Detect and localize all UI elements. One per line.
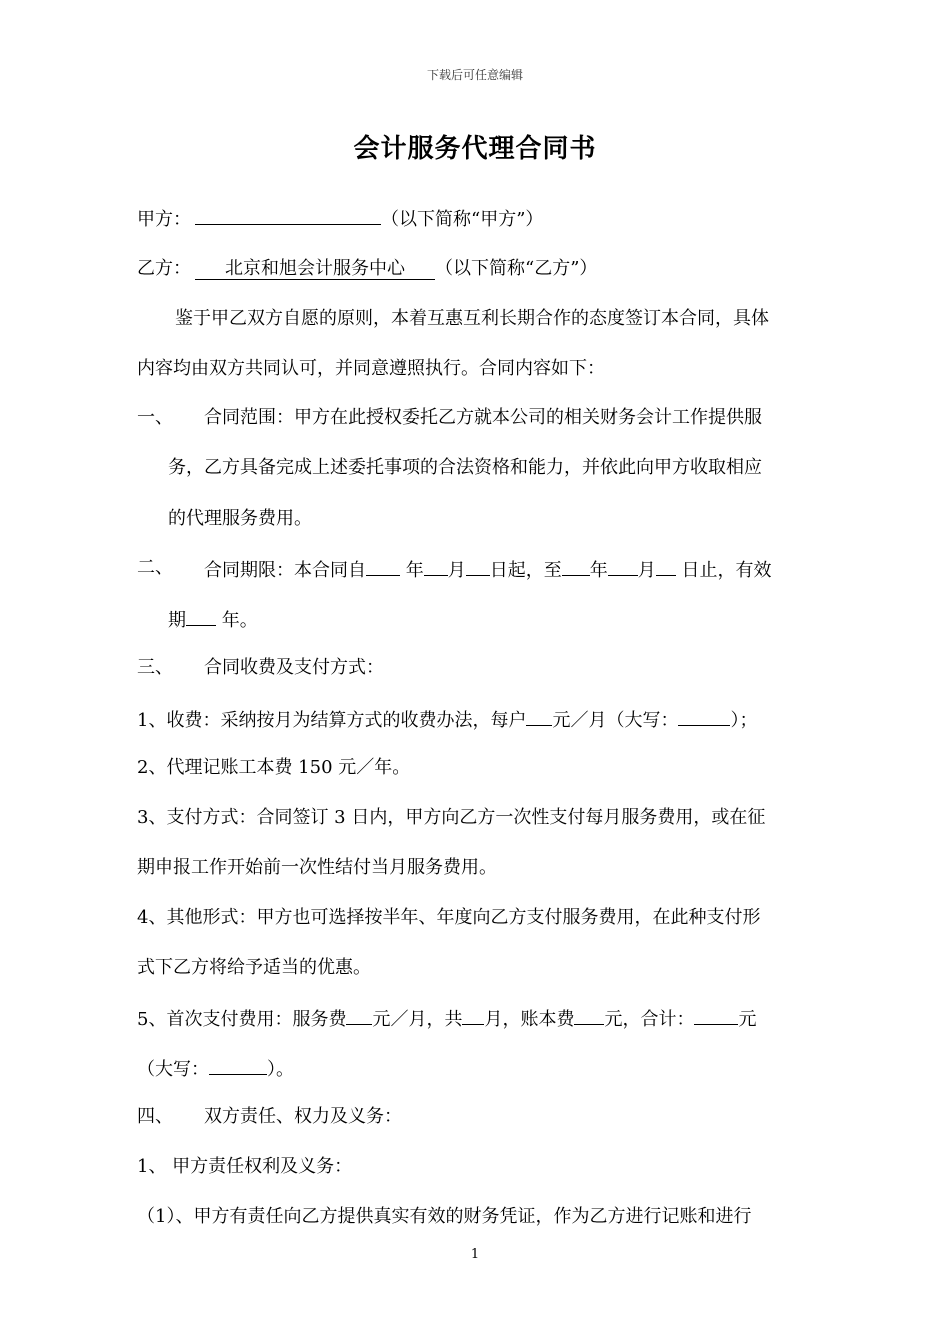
section-1-line-3: 的代理服务费用。 <box>168 508 312 529</box>
header-note: 下载后可任意编辑 <box>426 68 523 82</box>
term-end-label: 日止，有效 <box>681 560 772 581</box>
section-4-1-1: （1）、甲方有责任向乙方提供真实有效的财务凭证，作为乙方进行记账和进行 <box>137 1206 752 1227</box>
end-month-blank <box>608 555 638 576</box>
start-year-blank <box>366 555 400 576</box>
fee-1-close: ）； <box>730 710 758 731</box>
section-4-number: 四、 <box>137 1106 173 1127</box>
party-a-suffix: （以下简称“甲方”） <box>381 209 544 230</box>
book-fee-blank <box>574 1004 604 1025</box>
fee-item-2: 2、代理记账工本费 150 元／年。 <box>137 757 411 778</box>
intro-line-2: 内容均由双方共同认可，并同意遵照执行。合同内容如下： <box>137 358 605 379</box>
party-b-label: 乙方： <box>137 258 191 279</box>
section-1-line-2: 务，乙方具备完成上述委托事项的合法资格和能力，并依此向甲方收取相应 <box>168 457 762 478</box>
party-a-line <box>137 204 543 233</box>
monthly-fee-blank <box>526 705 552 726</box>
fee-1-unit: 元／月（大写： <box>552 710 679 731</box>
section-3-title: 合同收费及支付方式： <box>204 657 384 678</box>
fee-item-5-line-2 <box>137 1054 294 1083</box>
fee-item-3-line-1: 3、支付方式：合同签订 3 日内，甲方向乙方一次性支付每月服务费用，或在征 <box>137 807 766 828</box>
fee-item-4-line-2: 式下乙方将给予适当的优惠。 <box>137 957 371 978</box>
section-1-number: 一、 <box>137 407 173 428</box>
intro-line-1: 鉴于甲乙双方自愿的原则，本着互惠互利长期合作的态度签订本合同，具体 <box>175 308 769 329</box>
yuan-label: 元 <box>738 1009 757 1030</box>
monthly-fee-words-blank <box>678 705 730 726</box>
end-day-blank <box>656 555 676 576</box>
party-b-suffix: （以下简称“乙方”） <box>435 258 598 279</box>
section-2-line-1 <box>204 555 771 584</box>
fee-item-1 <box>137 705 757 734</box>
party-a-label: 甲方： <box>137 209 191 230</box>
amount-words-blank <box>209 1054 267 1075</box>
end-year-blank <box>562 555 590 576</box>
section-4-1: 1、 甲方责任权利及义务： <box>137 1156 353 1177</box>
book-fee-label: 月，账本费 <box>484 1009 575 1030</box>
party-a-blank <box>195 204 381 225</box>
fee-item-5-line-1 <box>137 1004 756 1033</box>
fee-item-3-line-2: 期申报工作开始前一次性结付当月服务费用。 <box>137 857 497 878</box>
start-day-blank <box>466 555 490 576</box>
party-b-name: 北京和旭会计服务中心 <box>195 258 435 280</box>
party-b-line <box>137 256 597 282</box>
fee-item-4-line-1: 4、其他形式：甲方也可选择按半年、年度向乙方支付服务费用，在此种支付形 <box>137 907 761 928</box>
year-label: 年 <box>589 560 608 581</box>
years-label: 年。 <box>221 610 258 631</box>
months-blank <box>462 1004 484 1025</box>
months-total-label: 元／月，共 <box>372 1009 463 1030</box>
fee-1-text: 1、收费：采纳按月为结算方式的收费办法，每户 <box>137 710 527 731</box>
validity-label: 期 <box>168 610 186 631</box>
section-2-line-2 <box>168 605 258 634</box>
total-blank <box>694 1004 738 1025</box>
page-number: 1 <box>470 1247 480 1262</box>
amount-words-label: （大写： <box>137 1059 209 1080</box>
service-fee-label: 5、首次支付费用：服务费 <box>137 1009 347 1030</box>
validity-years-blank <box>186 605 216 626</box>
section-4-title: 双方责任、权力及义务： <box>204 1106 402 1127</box>
section-1-line-1: 合同范围：甲方在此授权委托乙方就本公司的相关财务会计工作提供服 <box>204 407 762 428</box>
amount-words-close: ）。 <box>267 1059 294 1080</box>
document-title: 会计服务代理合同书 <box>353 134 597 164</box>
section-3-number: 三、 <box>137 657 173 678</box>
year-label: 年 <box>405 560 424 581</box>
month-label: 月 <box>447 560 466 581</box>
service-fee-blank <box>346 1004 372 1025</box>
term-to-label: 日起，至 <box>489 560 562 581</box>
start-month-blank <box>424 555 448 576</box>
month-label: 月 <box>637 560 656 581</box>
total-label: 元，合计： <box>604 1009 695 1030</box>
section-2-number: 二、 <box>137 557 173 578</box>
term-from-label: 合同期限：本合同自 <box>204 560 366 581</box>
